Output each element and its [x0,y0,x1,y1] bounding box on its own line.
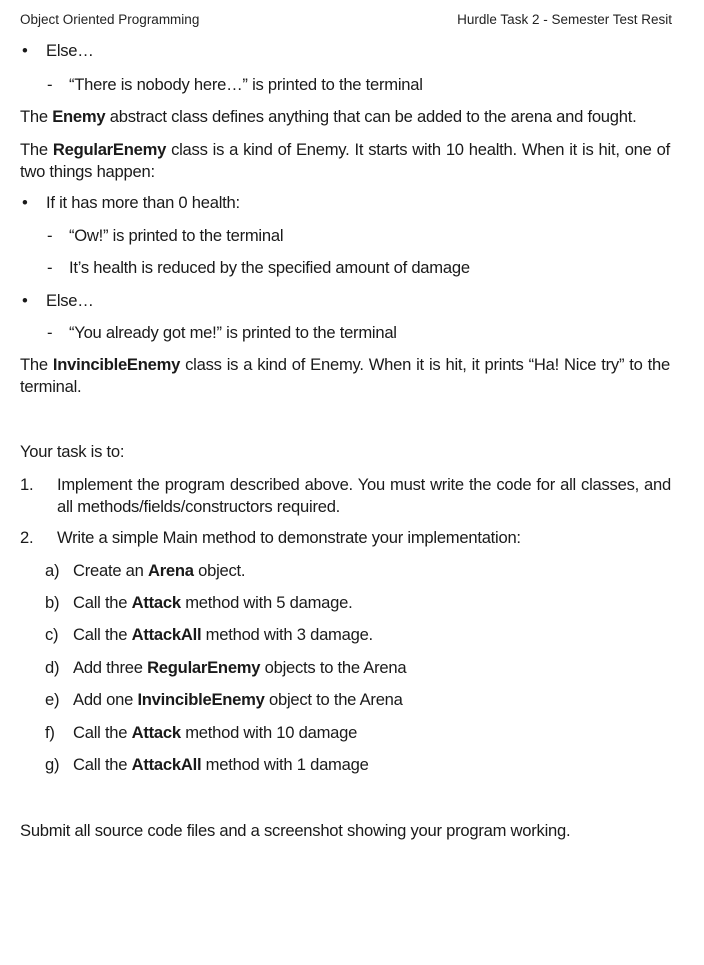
substep-label: g) [45,755,60,774]
text: abstract class defines anything that can be added to the arena and fought. [105,107,637,126]
dash-text: It’s health is reduced by the specified amount of damage [69,258,470,277]
text: The [20,140,53,159]
bullet-marker: • [22,193,28,212]
dash-health-reduced [47,257,470,279]
paragraph-regular-enemy [20,139,670,183]
term-arena: Arena [147,561,194,580]
bullet-marker: • [22,41,28,60]
text: Add one [73,690,138,709]
step-text: Write a simple Main method to demonstrate your implementation: [57,528,521,547]
dash-already-got-me [47,322,397,344]
text: method with 3 damage. [201,625,373,644]
substep-c [45,624,373,646]
text: method with 1 damage [201,755,369,774]
dash-marker: - [47,323,53,342]
substep-label: b) [45,593,60,612]
bullet-text: Else… [46,291,94,310]
step-number: 1. [20,475,34,494]
text: Call the [73,723,132,742]
bullet-marker: • [22,291,28,310]
term-attack-all: AttackAll [131,625,202,644]
term-attack: Attack [131,593,181,612]
substep-a [45,560,245,582]
step-1 [20,474,671,518]
substep-f [45,722,357,744]
bullet-else-2 [22,290,94,312]
substep-e [45,689,403,711]
text: class is a kind of Enemy. It starts with 10 health. When it is hit, one of two things happen: [20,140,670,181]
substep-b [45,592,352,614]
text: object to the Arena [264,690,403,709]
term-invincible-enemy: InvincibleEnemy [137,690,265,709]
step-2 [20,527,671,549]
header-course-title: Object Oriented Programming [20,12,200,27]
substep-label: a) [45,561,60,580]
substep-label: e) [45,690,60,709]
paragraph-enemy [20,106,636,128]
text: The [20,355,53,374]
text: method with 10 damage [180,723,358,742]
dash-text: “Ow!” is printed to the terminal [69,226,284,245]
dash-marker: - [47,258,53,277]
bullet-more-health [22,192,240,214]
text: method with 5 damage. [180,593,353,612]
submit-instruction: Submit all source code files and a screenshot showing your program working. [20,821,571,840]
header-task-title: Hurdle Task 2 - Semester Test Resit [457,12,672,27]
substep-g [45,754,369,776]
substep-label: d) [45,658,60,677]
dash-marker: - [47,75,53,94]
text: Add three [73,658,148,677]
term-invincible-enemy: InvincibleEnemy [52,355,181,374]
substep-label: f) [45,723,55,742]
term-regular-enemy: RegularEnemy [147,658,261,677]
term-regular-enemy: RegularEnemy [52,140,167,159]
paragraph-invincible-enemy [20,354,670,398]
bullet-text: Else… [46,41,94,60]
step-text: Implement the program described above. You must write the code for all classes, and all methods/fields/constructors required. [57,475,671,516]
text: objects to the Arena [260,658,407,677]
dash-text: “You already got me!” is printed to the terminal [69,323,397,342]
bullet-text: If it has more than 0 health: [46,193,240,212]
bullet-else-1 [22,40,94,62]
dash-nobody-here [47,74,423,96]
dash-text: “There is nobody here…” is printed to the terminal [69,75,423,94]
text: Call the [73,593,132,612]
step-number: 2. [20,528,34,547]
term-attack-all: AttackAll [131,755,202,774]
substep-label: c) [45,625,59,644]
text: object. [193,561,246,580]
dash-marker: - [47,226,53,245]
substep-d [45,657,406,679]
text: Create an [73,561,148,580]
text: Call the [73,755,132,774]
term-attack: Attack [131,723,181,742]
dash-ow [47,225,283,247]
task-intro: Your task is to: [20,442,125,461]
text: The [20,107,53,126]
text: Call the [73,625,132,644]
text: class is a kind of Enemy. When it is hit, it prints “Ha! Nice try” to the terminal. [20,355,670,396]
term-enemy: Enemy [52,107,106,126]
